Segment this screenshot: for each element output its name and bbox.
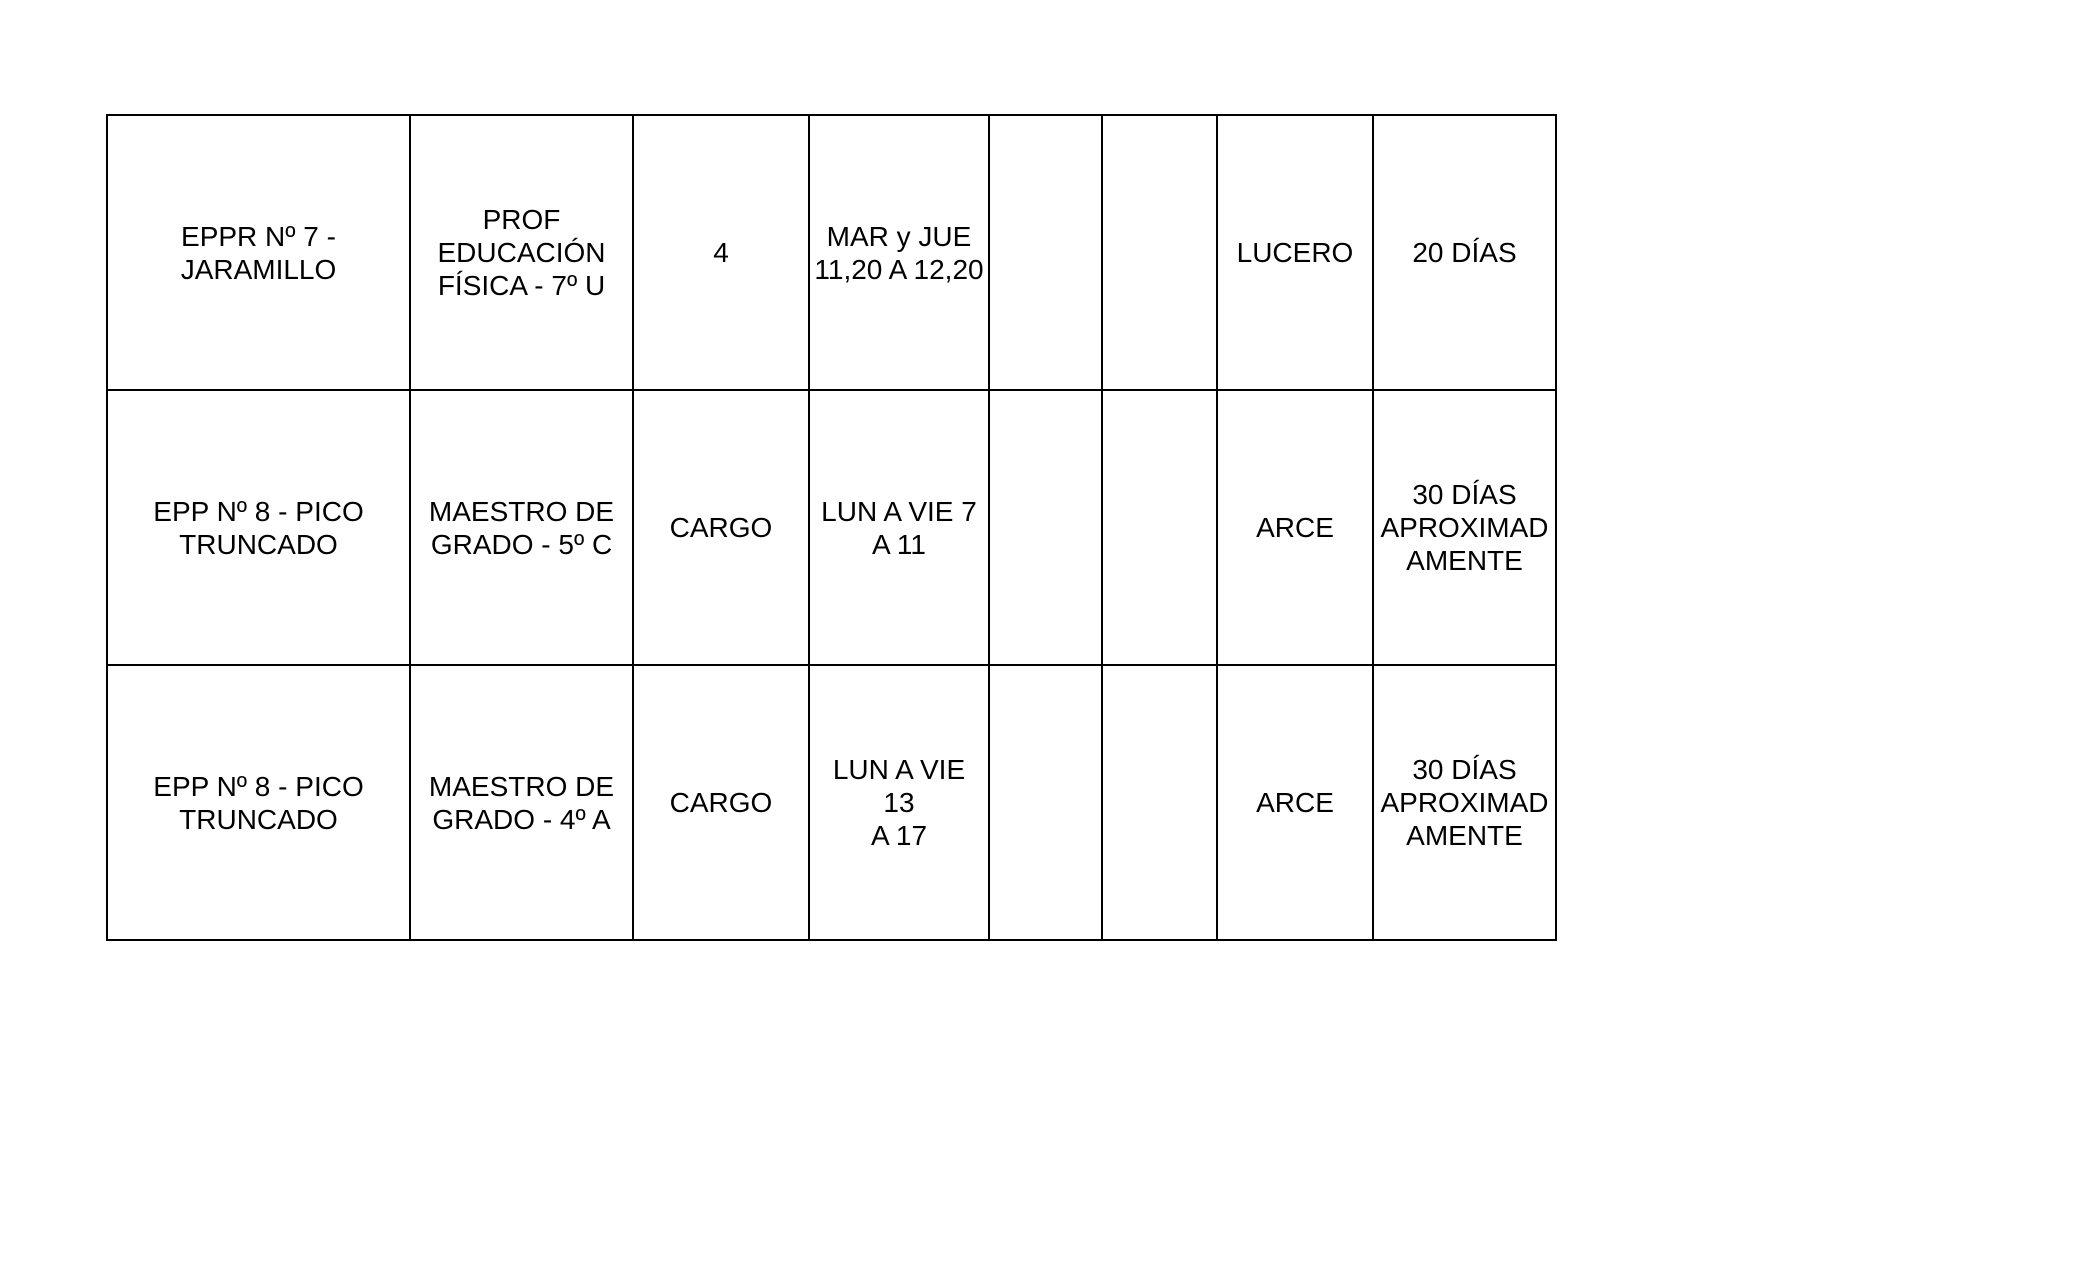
- surname-cell: [1217, 390, 1373, 665]
- duration-cell: [1373, 665, 1556, 940]
- cell-text-line: ARCE: [1256, 787, 1334, 818]
- empty-cell: [1102, 115, 1217, 390]
- cell-text-line: CARGO: [669, 787, 773, 818]
- empty-cell: [1102, 665, 1217, 940]
- schedule-cell: [809, 665, 989, 940]
- cell-text-line: APROXIMAD: [1380, 787, 1549, 818]
- empty-cell: [989, 665, 1102, 940]
- position-cell: [410, 665, 633, 940]
- cell-text-line: AMENTE: [1406, 545, 1523, 576]
- cell-text-line: GRADO - 5º C: [430, 528, 613, 560]
- hours-cell: [633, 390, 809, 665]
- cell-text-line: A 11: [872, 528, 926, 560]
- cell-text-line: FÍSICA - 7º U: [437, 270, 606, 301]
- cell-text-line: TRUNCADO: [179, 528, 338, 560]
- cell-text-line: MAESTRO DE: [428, 495, 615, 527]
- position-cell: [410, 390, 633, 665]
- cell-text-line: A 17: [870, 820, 928, 851]
- cell-text-line: MAESTRO DE: [428, 770, 615, 802]
- table-row: [107, 390, 1556, 665]
- cell-text-line: LUN A VIE 7: [821, 495, 977, 527]
- cell-text-line: PROF: [482, 204, 561, 235]
- table-body: [107, 115, 1556, 940]
- cell-text-line: EPP Nº 8 - PICO: [153, 495, 364, 527]
- cell-text-line: MAR y JUE: [826, 220, 972, 252]
- empty-cell: [989, 115, 1102, 390]
- cell-text-line: 30 DÍAS: [1412, 479, 1517, 510]
- duration-cell: [1373, 115, 1556, 390]
- table-row: [107, 115, 1556, 390]
- cell-text-line: 30 DÍAS: [1412, 754, 1517, 785]
- cell-text-line: EPPR Nº 7 -: [181, 220, 336, 252]
- cell-text-line: EPP Nº 8 - PICO: [153, 770, 364, 802]
- empty-cell: [989, 390, 1102, 665]
- cell-text-line: JARAMILLO: [180, 253, 337, 285]
- school-cell: [107, 115, 410, 390]
- position-cell: [410, 115, 633, 390]
- cell-text-line: ARCE: [1256, 512, 1334, 543]
- cell-text-line: AMENTE: [1406, 820, 1523, 851]
- hours-cell: [633, 115, 809, 390]
- cell-text-line: 11,20 A 12,20: [814, 253, 984, 285]
- cell-text-line: APROXIMAD: [1380, 512, 1549, 543]
- hours-cell: [633, 665, 809, 940]
- cell-text-line: LUN A VIE 13: [832, 754, 966, 818]
- school-cell: [107, 665, 410, 940]
- cell-text-line: GRADO - 4º A: [432, 803, 611, 835]
- cell-text-line: 20 DÍAS: [1412, 237, 1517, 268]
- cell-text-line: TRUNCADO: [179, 803, 338, 835]
- table-row: [107, 665, 1556, 940]
- schedule-cell: [809, 115, 989, 390]
- cell-text-line: EDUCACIÓN: [437, 237, 606, 268]
- duration-cell: [1373, 390, 1556, 665]
- cell-text-line: CARGO: [669, 512, 773, 543]
- surname-cell: [1217, 115, 1373, 390]
- vacancy-table: [106, 114, 1557, 941]
- surname-cell: [1217, 665, 1373, 940]
- cell-text-line: LUCERO: [1236, 237, 1354, 268]
- schedule-cell: [809, 390, 989, 665]
- school-cell: [107, 390, 410, 665]
- cell-text-line: 4: [713, 237, 729, 268]
- empty-cell: [1102, 390, 1217, 665]
